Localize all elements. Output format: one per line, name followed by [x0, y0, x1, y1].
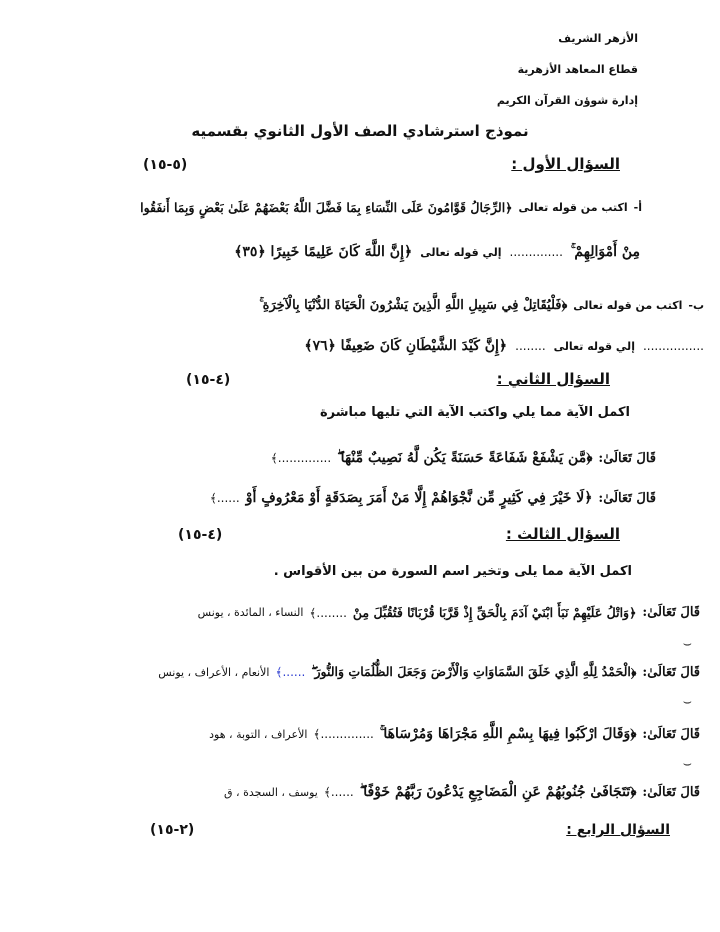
q3-item2-options: الأنعام ، الأعراف ، يونس — [158, 665, 270, 679]
q3-item1-qal: قَالَ تَعَالَىٰ: — [642, 605, 700, 620]
handwritten-mark: ⌣ — [682, 694, 692, 710]
q3-item3-options: الأعراف ، التوبة ، هود — [209, 727, 308, 741]
q3-item3-qal: قَالَ تَعَالَىٰ: — [642, 726, 700, 742]
q3-marks: (٤-١٥) — [178, 527, 223, 543]
q1-a-verse: ﴿الرِّجَالُ قَوَّامُونَ عَلَى النِّسَاءِ بِمَا فَضَّلَ اللَّهُ بَعْضَهُمْ عَلَىٰ بَعْضٍ وَبِمَا أَنفَقُوا — [140, 200, 513, 215]
q2-heading: السؤال الثاني : — [496, 370, 610, 388]
q1-part-a-line2 — [234, 244, 640, 260]
q1-marks: (٥-١٥) — [143, 157, 188, 173]
q1-a-prefix: اكتب من قوله تعالى — [518, 201, 628, 214]
q3-item-4 — [224, 784, 700, 800]
q3-item4-dots: ......﴾ — [323, 785, 354, 799]
q2-item-2 — [210, 490, 656, 506]
q3-item-3 — [209, 726, 700, 742]
q1-a-dots: .............. — [509, 245, 563, 259]
q2-instruction: اكمل الآية مما يلي واكتب الآية التي تليها مباشرة — [319, 405, 630, 420]
header-institution: الأزهر الشريف — [558, 32, 638, 45]
q2-item1-qal: قَالَ تَعَالَىٰ: — [598, 450, 656, 466]
header-department: إدارة شوؤن القرآن الكريم — [496, 94, 638, 107]
q3-item4-verse: ﴿تَتَجَافَىٰ جُنُوبُهُمْ عَنِ الْمَضَاجِعِ يَدْعُونَ رَبَّهُمْ خَوْفًا ۖ — [359, 784, 637, 800]
q3-item2-dots: ......﴾ — [275, 665, 306, 679]
q1-b-end: ﴿إِنَّ كَيْدَ الشَّيْطَانِ كَانَ ضَعِيفًا ﴿٧٦﴾ — [304, 338, 508, 354]
q1-part-a-line1 — [14, 200, 642, 215]
header-sector: قطاع المعاهد الأزهرية — [517, 63, 638, 76]
q1-a-label: أ- — [633, 201, 642, 214]
q1-b-to: إلي قوله تعالى — [553, 339, 635, 353]
page-title: نموذج استرشادي الصف الأول الثانوي بقسميه — [191, 122, 529, 140]
q1-part-b-line1 — [16, 298, 704, 313]
handwritten-mark: ⌣ — [682, 636, 692, 652]
q1-part-b-line2 — [304, 338, 704, 354]
q2-item2-dots: ......﴾ — [209, 491, 240, 505]
q3-item1-verse: ﴿وَاتْلُ عَلَيْهِمْ نَبَأَ ابْنَيْ آدَمَ بِالْحَقِّ إِذْ قَرَّبَا قُرْبَانًا فَتُقُبِّلَ مِنْ — [352, 605, 637, 620]
q2-item2-verse: ﴿لَا خَيْرَ فِي كَثِيرٍ مِّن نَّجْوَاهُمْ إِلَّا مَنْ أَمَرَ بِصَدَقَةٍ أَوْ مَعْرُوفٍ أَوْ — [245, 490, 593, 506]
q1-b-verse: ﴿فَلْيُقَاتِلْ فِي سَبِيلِ اللَّهِ الَّذِينَ يَشْرُونَ الْحَيَاةَ الدُّنْيَا بِالْآخِرَةِ ۚ — [259, 298, 568, 313]
q1-a-verse2: مِنْ أَمْوَالِهِمْ ۚ — [570, 244, 640, 260]
q3-item-1 — [14, 605, 700, 620]
q3-item1-options: النساء ، المائدة ، يونس — [197, 606, 304, 619]
q3-item4-qal: قَالَ تَعَالَىٰ: — [642, 784, 700, 800]
q2-item-1 — [271, 450, 656, 466]
q1-b-label: ب- — [688, 299, 704, 312]
q3-instruction: اكمل الآية مما يلى وتخير اسم السورة من بين الأقواس . — [273, 564, 632, 579]
q1-b-prefix: اكتب من قوله تعالى — [573, 299, 683, 312]
q4-heading: السؤال الرابع : — [566, 822, 670, 838]
handwritten-mark: ⌣ — [682, 756, 692, 772]
q2-item1-verse: ﴿مَّن يَشْفَعْ شَفَاعَةً حَسَنَةً يَكُن لَّهُ نَصِيبٌ مِّنْهَا ۖ — [337, 450, 593, 466]
q4-marks: (٢-١٥) — [150, 822, 195, 838]
q3-item2-verse: ﴿الْحَمْدُ لِلَّهِ الَّذِي خَلَقَ السَّمَاوَاتِ وَالْأَرْضَ وَجَعَلَ الظُّلُمَاتِ وَالنُّورَ ۖ — [311, 664, 637, 679]
q1-b-dots2: ........ — [515, 339, 546, 353]
q1-a-end: ﴿إِنَّ اللَّهَ كَانَ عَلِيمًا خَبِيرًا ﴿٣٥﴾ — [234, 244, 413, 260]
q1-heading: السؤال الأول : — [511, 155, 620, 173]
q3-item4-options: يوسف ، السجدة ، ق — [223, 785, 318, 799]
q3-item1-dots: ........﴾ — [309, 605, 347, 620]
q3-heading: السؤال الثالث : — [505, 525, 620, 543]
q2-marks: (٤-١٥) — [186, 372, 231, 388]
q3-item3-dots: ..............﴾ — [313, 727, 374, 741]
q3-item2-qal: قَالَ تَعَالَىٰ: — [642, 664, 700, 680]
q3-item3-verse: ﴿وَقَالَ ارْكَبُوا فِيهَا بِسْمِ اللَّهِ مَجْرَاهَا وَمُرْسَاهَا ۚ — [379, 726, 637, 742]
q1-b-dots: ................ — [642, 339, 704, 353]
q2-item1-dots: ..............﴾ — [270, 451, 332, 465]
q3-item-2 — [14, 664, 700, 680]
q2-item2-qal: قَالَ تَعَالَىٰ: — [598, 490, 656, 506]
q1-a-to: إلي قوله تعالى — [420, 245, 502, 259]
